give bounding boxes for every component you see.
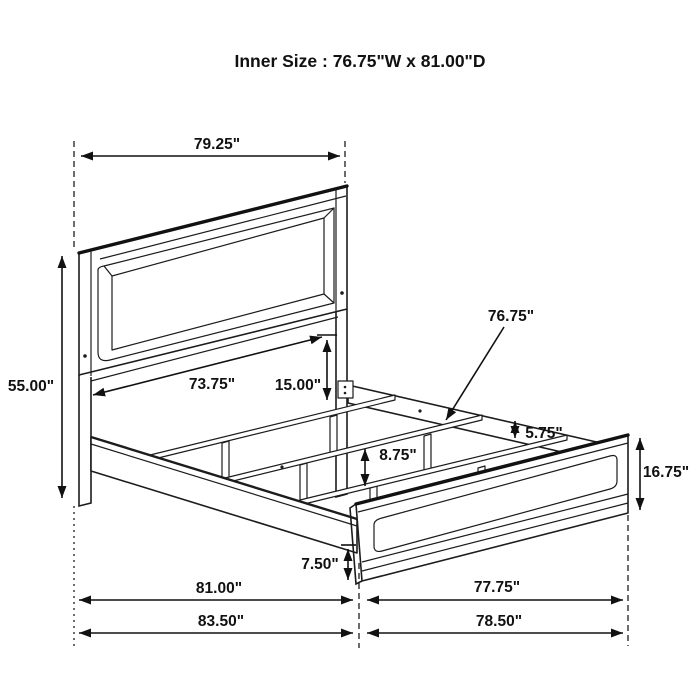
dim-rail-floor-gap — [301, 545, 356, 580]
dim-label-headboard-height: 55.00" — [7, 378, 55, 395]
dim-inner-length — [79, 580, 353, 600]
dim-overall-length — [79, 613, 353, 633]
dim-headboard-clearance — [275, 335, 337, 400]
dim-label-rail-height: 5.75" — [525, 425, 563, 442]
dim-label-clearance: 15.00" — [274, 377, 322, 394]
slat-leg — [300, 463, 307, 503]
diagram-title: Inner Size : 76.75"W x 81.00"D — [234, 51, 486, 71]
dim-label-slat-length: 76.75" — [487, 308, 535, 325]
dim-label-footboard-height: 16.75" — [642, 464, 690, 481]
dim-label-headboard-width: 79.25" — [193, 136, 241, 153]
dim-footboard-inner-width — [367, 579, 623, 600]
headboard-left-leg — [79, 375, 91, 506]
leader-arrow — [446, 327, 504, 420]
dim-footboard-width — [367, 613, 623, 633]
headboard-bolt-left — [83, 354, 87, 358]
headboard-right-leg — [336, 309, 347, 497]
dim-label-inner-width: 73.75" — [188, 376, 236, 393]
headboard-bolt-right — [340, 291, 344, 295]
dim-label-footboard-inner-width: 77.75" — [473, 579, 521, 596]
slat — [225, 415, 482, 483]
slat-leg — [222, 441, 229, 481]
dim-label-overall-length: 83.50" — [197, 613, 245, 630]
dim-label-inner-length: 81.00" — [195, 580, 243, 597]
slat-leg — [330, 415, 337, 455]
dim-footboard-height — [640, 438, 689, 510]
dim-label-floor-gap: 7.50" — [301, 556, 339, 573]
rail-bracket — [338, 381, 353, 398]
dim-label-support-height: 8.75" — [379, 447, 417, 464]
dim-headboard-height — [8, 256, 62, 498]
dim-label-footboard-width: 78.50" — [475, 613, 523, 630]
dim-slat-length — [446, 308, 534, 420]
